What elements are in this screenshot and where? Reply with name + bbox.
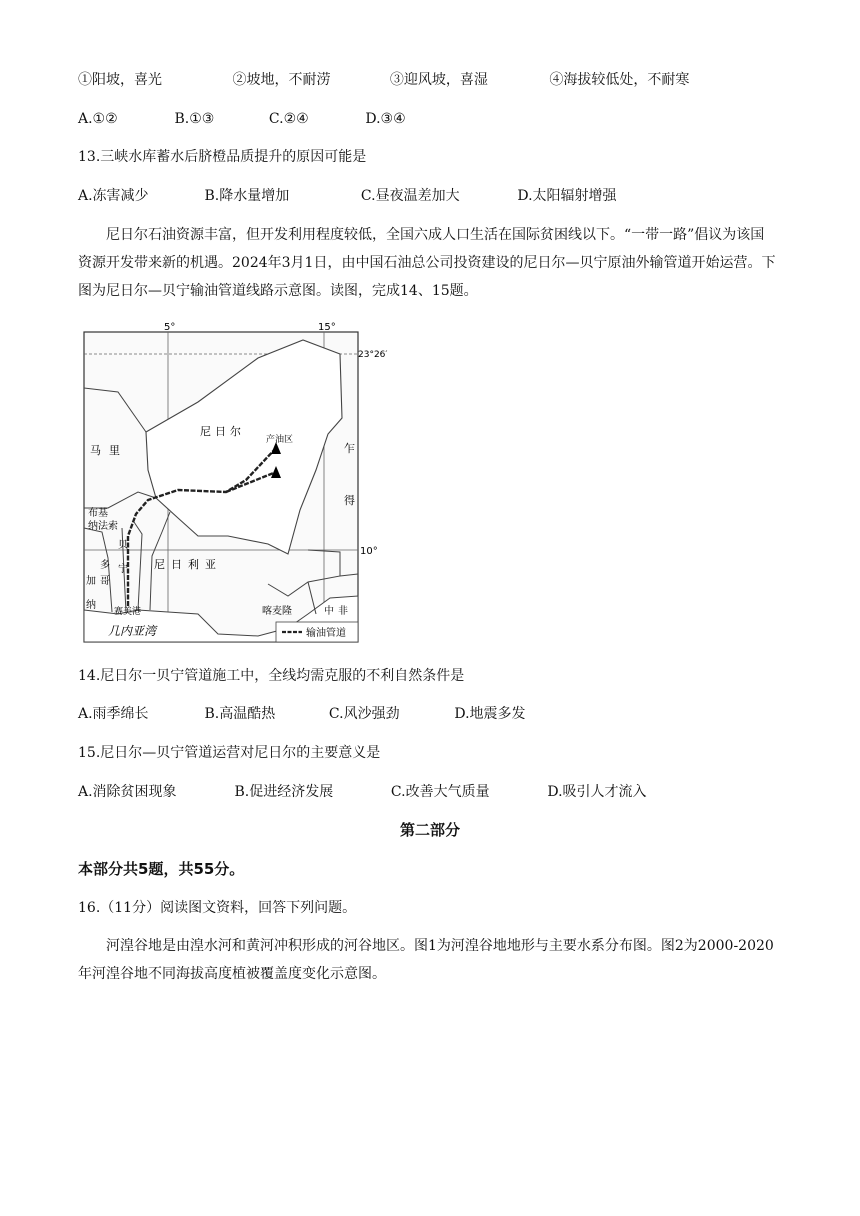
label-chad-2: 得 xyxy=(344,494,355,507)
q15-choice-a: A.消除贫困现象 xyxy=(78,784,177,800)
q15-choice-b: B.促进经济发展 xyxy=(234,784,334,800)
q13-choice-a: A.冻害减少 xyxy=(78,188,149,204)
label-gulf-of-guinea: 几内亚湾 xyxy=(108,624,157,638)
q13-stem: 13.三峡水库蓄水后脐橙品质提升的原因可能是 xyxy=(78,149,367,165)
q16-stem: 16.（11分）阅读图文资料，回答下列问题。 xyxy=(78,900,357,916)
label-burkina-1: 布基 xyxy=(88,508,108,519)
label-togo-1: 多 xyxy=(100,560,110,571)
q12-option-3: ③迎风坡，喜湿 xyxy=(389,72,488,88)
q14-choice-c: C.风沙强劲 xyxy=(328,706,400,722)
q12-options-row2 xyxy=(78,109,406,129)
label-ghana-1: 加 xyxy=(86,576,96,587)
label-benin-1: 贝 xyxy=(118,540,128,551)
lat-label-tropic: 23°26′ xyxy=(358,350,388,360)
q14-options xyxy=(78,704,526,724)
label-cameroon: 喀麦隆 xyxy=(262,606,292,617)
part2-title: 第二部分 xyxy=(399,821,460,839)
q12-choice-c: C.②④ xyxy=(268,111,309,127)
label-car: 中非 xyxy=(324,606,352,617)
q14-choice-d: D.地震多发 xyxy=(454,706,526,722)
label-niger: 尼日尔 xyxy=(200,425,245,438)
legend-label: 输油管道 xyxy=(306,628,346,639)
niger-benin-pipeline-map xyxy=(78,322,392,644)
label-chad-1: 乍 xyxy=(344,442,355,455)
q15-options xyxy=(78,782,647,802)
q14-choice-a: A.雨季绵长 xyxy=(78,706,149,722)
label-oil-field: 产油区 xyxy=(266,435,294,445)
label-benin-2: 宁 xyxy=(118,564,128,575)
q14-stem: 14.尼日尔一贝宁管道施工中，全线均需克服的不利自然条件是 xyxy=(78,668,465,684)
q12-option-4: ④海拔较低处，不耐寒 xyxy=(549,72,690,88)
label-mali: 马里 xyxy=(90,444,128,457)
passage-niger-pipeline: 尼日尔石油资源丰富，但开发利用程度较低，全国六成人口生活在国际贫困线以下。“一带一路”倡议为该国资源开发带来新的机遇。2024年3月1日，由中国石油总公司投资建设的尼日尔—贝宁原油外输管道开始运营。下图为尼日尔—贝宁输油管道线路示意图。读图，完成14、15题。 xyxy=(78,227,776,299)
lon-label-15: 15° xyxy=(318,322,336,333)
q13-choice-b: B.降水量增加 xyxy=(204,188,290,204)
q12-choice-d: D.③④ xyxy=(365,111,406,127)
q12-choice-b: B.①③ xyxy=(174,111,215,127)
q15-choice-c: C.改善大气质量 xyxy=(390,784,490,800)
passage-huangshui-valley: 河湟谷地是由湟水河和黄河冲积形成的河谷地区。图1为河湟谷地地形与主要水系分布图。图2为2000-2020年河湟谷地不同海拔高度植被覆盖度变化示意图。 xyxy=(78,938,774,982)
q12-option-2: ②坡地，不耐涝 xyxy=(232,72,331,88)
lat-label-10: 10° xyxy=(360,546,378,557)
q13-choice-d: D.太阳辐射增强 xyxy=(517,188,617,204)
q15-stem: 15.尼日尔—贝宁管道运营对尼日尔的主要意义是 xyxy=(78,745,381,761)
q13-options xyxy=(78,186,617,206)
part2-intro: 本部分共5题，共55分。 xyxy=(78,860,245,878)
q15-choice-d: D.吸引人才流入 xyxy=(547,784,647,800)
q14-choice-b: B.高温酷热 xyxy=(204,706,276,722)
q12-choice-a: A.①② xyxy=(78,111,118,127)
q13-choice-c: C.昼夜温差加大 xyxy=(360,188,460,204)
label-ghana-2: 纳 xyxy=(86,600,96,611)
q12-options-row1 xyxy=(78,70,689,90)
label-togo-2: 哥 xyxy=(100,576,110,587)
label-nigeria: 尼日利亚 xyxy=(154,558,222,571)
q12-option-1: ①阳坡，喜光 xyxy=(78,72,162,88)
label-seme-port: 赛美港 xyxy=(114,607,142,617)
label-burkina-2: 纳法索 xyxy=(88,521,118,532)
lon-label-5: 5° xyxy=(164,322,176,333)
